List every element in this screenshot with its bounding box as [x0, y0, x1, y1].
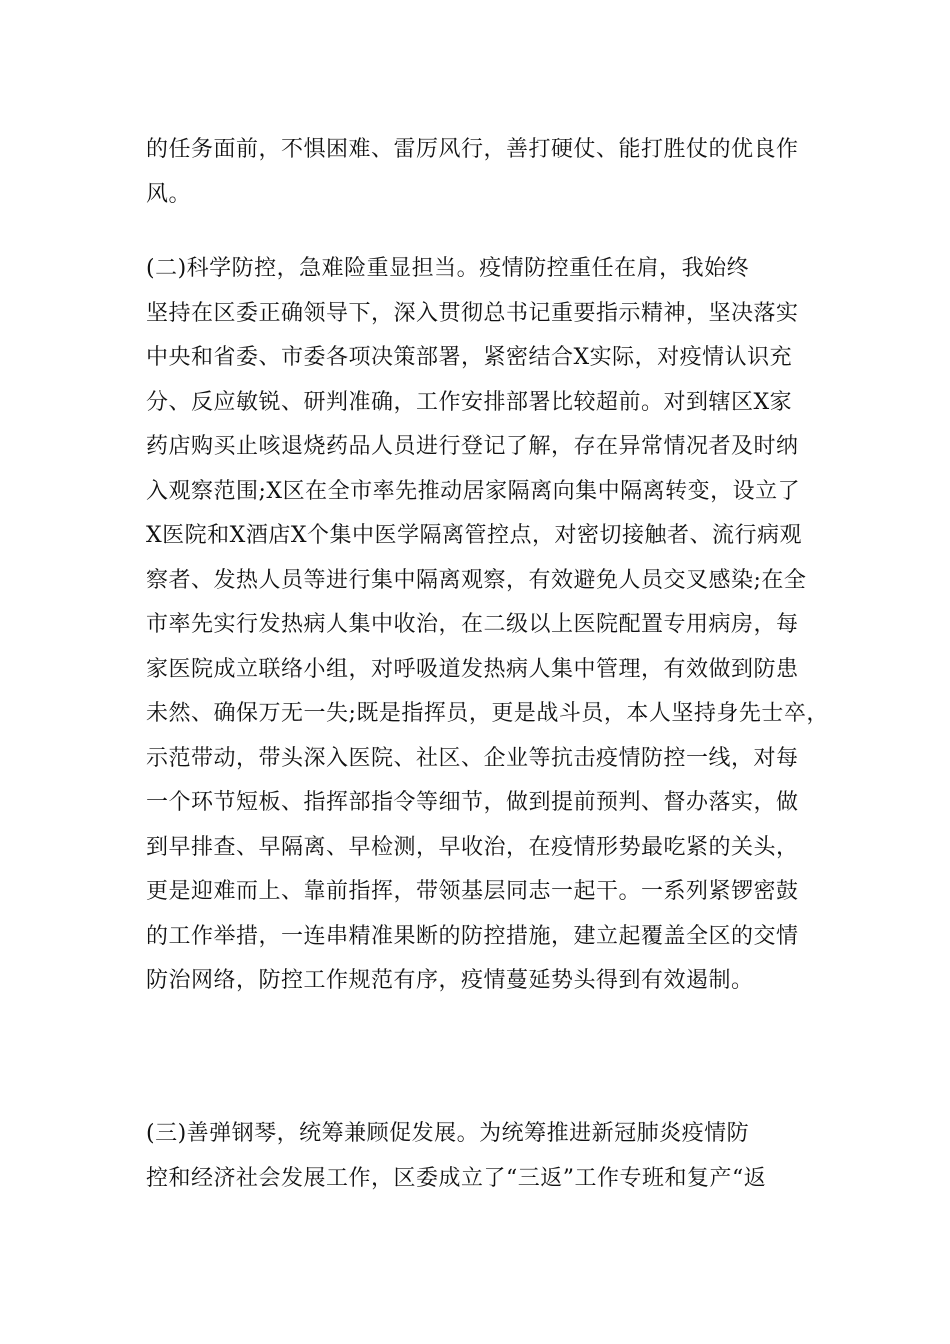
text-line: (二)科学防控，急难险重显担当。疫情防控重任在肩，我始终: [146, 256, 750, 281]
text-line: 的任务面前，不惧困难、雷厉风行，善打硬仗、能打胜仗的优良作: [146, 137, 799, 162]
text-line: 察者、发热人员等进行集中隔离观察，有效避免人员交叉感染;在全: [146, 567, 807, 593]
text-line: 更是迎难而上、靠前指挥，带领基层同志一起干。一系列紧锣密鼓: [146, 879, 799, 904]
text-line: 市率先实行发热病人集中收治，在二级以上医院配置专用病房，每: [146, 612, 799, 637]
paragraph-coordinated-development: [146, 1112, 806, 1201]
text-line: 控和经济社会发展工作，区委成立了“三返”工作专班和复产“返: [146, 1165, 767, 1191]
text-line: 防治网络，防控工作规范有序，疫情蔓延势头得到有效遏制。: [146, 968, 754, 993]
text-line: 未然、确保万无一失;既是指挥员，更是战斗员，本人坚持身先士卒，: [146, 701, 829, 726]
text-line: 坚持在区委正确领导下，深入贯彻总书记重要指示精神，坚决落实: [146, 300, 799, 326]
text-line: (三)善弹钢琴，统筹兼顾促发展。为统筹推进新冠肺炎疫情防: [146, 1121, 750, 1146]
text-line: 中央和省委、市委各项决策部署，紧密结合X实际，对疫情认识充: [146, 345, 793, 370]
text-line: 示范带动，带头深入医院、社区、企业等抗击疫情防控一线，对每: [146, 745, 799, 771]
text-line: 风。: [146, 181, 192, 207]
text-line: 分、反应敏锐、研判准确，工作安排部署比较超前。对到辖区X家: [146, 389, 793, 415]
text-line: X医院和X酒店X个集中医学隔离管控点，对密切接触者、流行病观: [146, 523, 802, 548]
text-line: 一个环节短板、指挥部指令等细节，做到提前预判、督办落实，做: [146, 790, 799, 815]
text-line: 家医院成立联络小组，对呼吸道发热病人集中管理，有效做到防患: [146, 656, 799, 682]
text-line: 的工作举措，一连串精准果断的防控措施，建立起覆盖全区的交情: [146, 923, 799, 949]
text-line: 药店购买止咳退烧药品人员进行登记了解，存在异常情况者及时纳: [146, 434, 799, 459]
paragraph-scientific-prevention: [146, 247, 829, 1004]
paragraph-work-style: [146, 128, 806, 217]
text-line: 到早排查、早隔离、早检测，早收治，在疫情形势最吃紧的关头，: [146, 834, 799, 860]
text-line: 入观察范围;X区在全市率先推动居家隔离向集中隔离转变，设立了: [146, 478, 801, 504]
